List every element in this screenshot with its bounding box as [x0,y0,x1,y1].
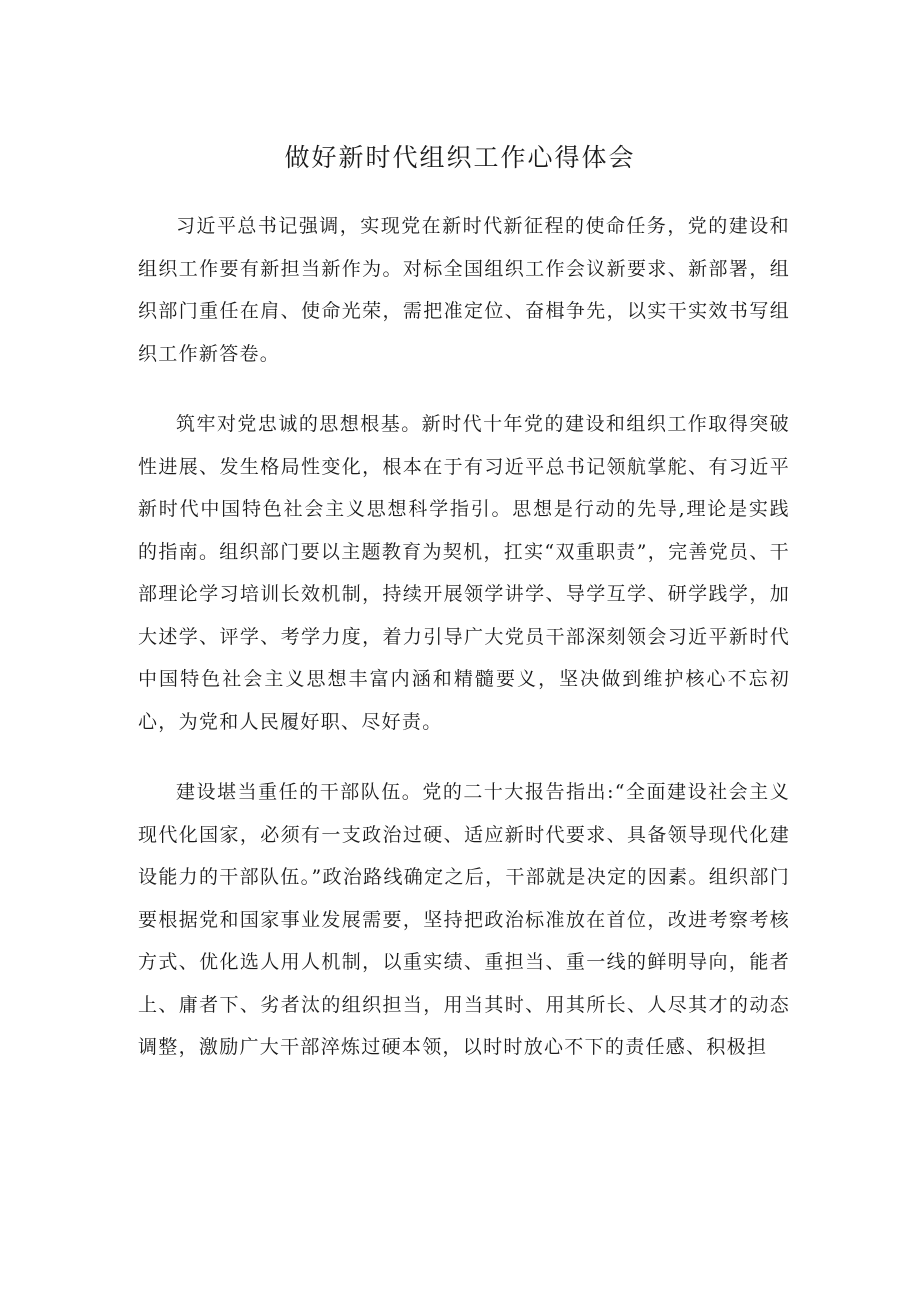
paragraph-ideological-foundation: 筑牢对党忠诚的思想根基。新时代十年党的建设和组织工作取得突破性进展、发生格局性变化，根本在于有习近平总书记领航掌舵、有习近平新时代中国特色社会主义思想科学指引。思想是行动的先导,理论是实践的指南。组织部门要以主题教育为契机，扛实“双重职责”，完善党员、干部理论学习培训长效机制，持续开展领学讲学、导学互学、研学践学，加大述学、评学、考学力度，着力引导广大党员干部深刻领会习近平新时代中国特色社会主义思想丰富内涵和精髓要义，坚决做到维护核心不忘初心，为党和人民履好职、尽好责。 [138,413,790,733]
document-title: 做好新时代组织工作心得体会 [284,143,636,172]
paragraph-intro: 习近平总书记强调，实现党在新时代新征程的使命任务，党的建设和组织工作要有新担当新作为。对标全国组织工作会议新要求、新部署，组织部门重任在肩、使命光荣，需把准定位、奋楫争先，以实干实效书写组织工作新答卷。 [138,215,790,365]
document-body [138,205,790,1097]
paragraph-cadre-team: 建设堪当重任的干部队伍。党的二十大报告指出:“全面建设社会主义现代化国家，必须有一支政治过硬、适应新时代要求、具备领导现代化建设能力的干部队伍。”政治路线确定之后，干部就是决定的因素。组织部门要根据党和国家事业发展需要，坚持把政治标准放在首位，改进考察考核方式、优化选人用人机制，以重实绩、重担当、重一线的鲜明导向，能者上、庸者下、劣者汰的组织担当，用当其时、用其所长、人尽其才的动态调整，激励广大干部淬炼过硬本领，以时时放心不下的责任感、积极担 [138,781,790,1058]
